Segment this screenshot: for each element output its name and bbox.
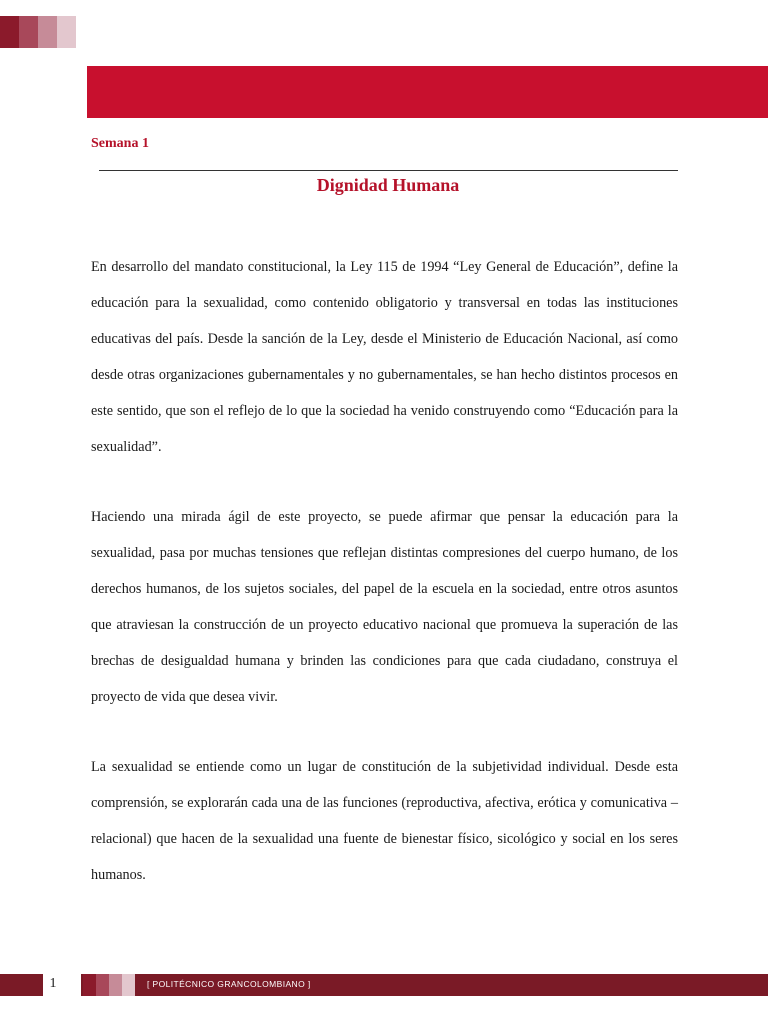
square (83, 974, 96, 996)
square (57, 16, 76, 48)
square (19, 16, 38, 48)
divider (99, 170, 678, 171)
body-paragraph: La sexualidad se entiende como un lugar de constitución de la subjetividad individual. Desde esta comprensión, se explorarán cada una de las funciones (reproductiva, afectiva, erótica y comunicativa – relacional) que hacen de la sexualidad una fuente de bienestar físico, sicológico y social en los seres humanos. (91, 759, 678, 883)
header-band (87, 66, 768, 118)
header-band-corner (87, 66, 99, 118)
body-paragraph: Haciendo una mirada ágil de este proyecto, se puede afirmar que pensar la educación para la sexualidad, pasa por muchas tensiones que reflejan distintas compresiones del cuerpo humano, de los derechos humanos, de los sujetos sociales, del papel de la escuela en la sociedad, entre otros asuntos que atraviesan la construcción de un proyecto educativo nacional que promueva la superación de las brechas de desigualdad humana y brinden las condiciones para que cada ciudadano, construya el proyecto de vida que desea vivir. (91, 509, 678, 705)
decorative-squares-footer (83, 974, 135, 996)
body-paragraph: En desarrollo del mandato constitucional, la Ley 115 de 1994 “Ley General de Educación”, define la educación para la sexualidad, como contenido obligatorio y transversal en todas las instituciones educativas del país. Desde la sanción de la Ley, desde el Ministerio de Educación Nacional, así como desde otras organizaciones gubernamentales y no gubernamentales, se han hecho distintos procesos en este sentido, que son el reflejo de lo que la sociedad ha venido construyendo como “Educación para la sexualidad”. (91, 259, 678, 455)
square (38, 16, 57, 48)
square (0, 16, 19, 48)
square (109, 974, 122, 996)
page-title: Dignidad Humana (316, 175, 460, 195)
square (122, 974, 135, 996)
institution-name: [ POLITÉCNICO GRANCOLOMBIANO ] (147, 979, 311, 989)
section-label: Semana 1 (91, 136, 149, 151)
page-number: 1 (49, 976, 57, 991)
square (96, 974, 109, 996)
decorative-squares-top (0, 16, 76, 48)
